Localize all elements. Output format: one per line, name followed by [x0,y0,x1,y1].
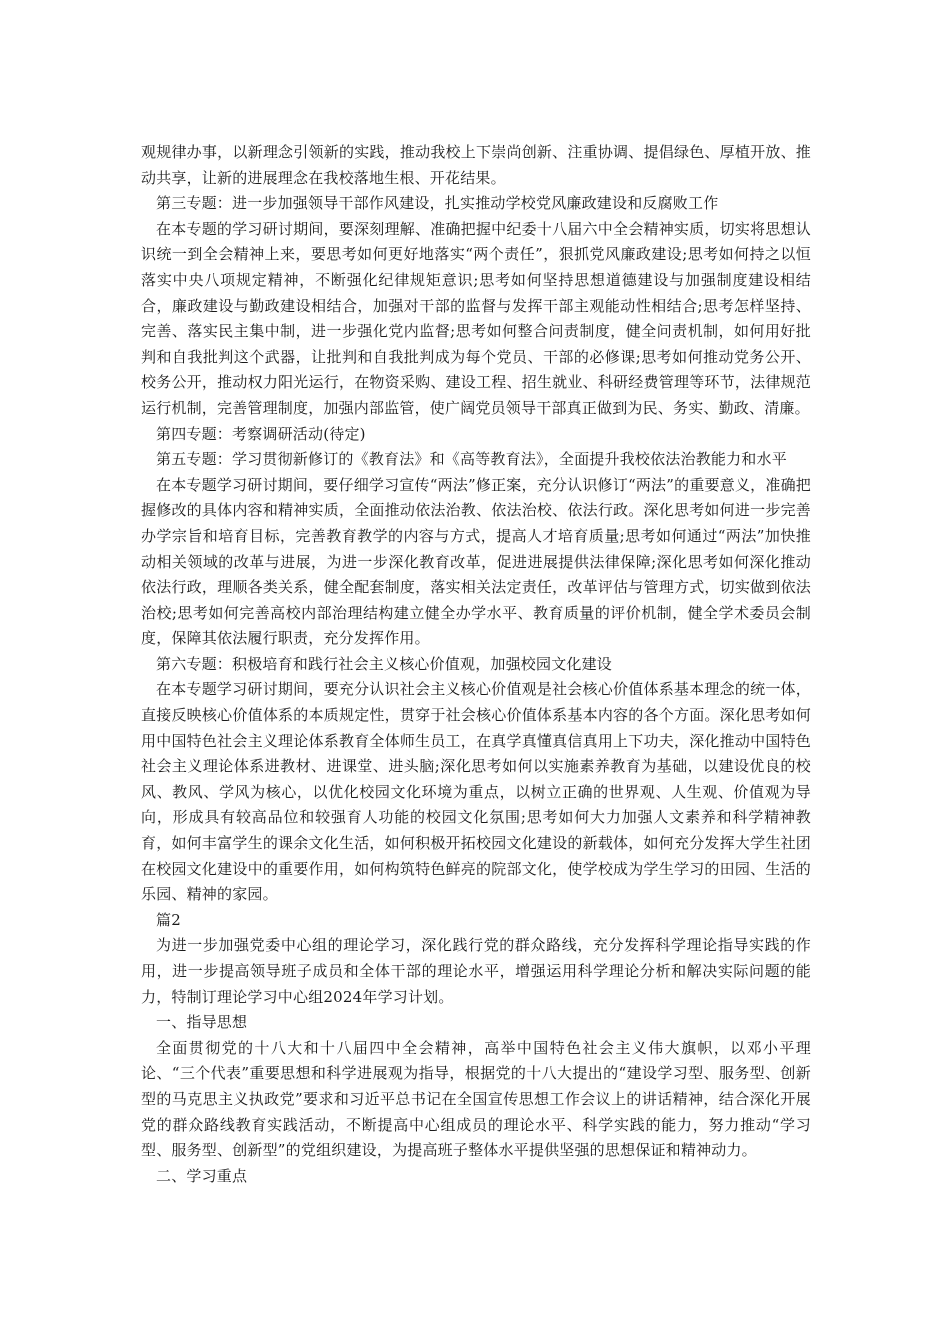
paragraph-topic-6-body: 在本专题学习研讨期间，要充分认识社会主义核心价值观是社会核心价值体系基本理念的统一体，直接反映核心价值体系的本质规定性，贯穿于社会核心价值体系基本内容的各个方面。深化思考如何用中国特色社会主义理论体系教育全体师生员工，在真学真懂真信真用上下功夫，深化推动中国特色社会主义理论体系进教材、进课堂、进头脑;深化思考如何以实施素养教育为基础，以建设优良的校风、教风、学风为核心，以优化校园文化环境为重点，以树立正确的世界观、人生观、价值观为导向，形成具有较高品位和较强育人功能的校园文化氛围;思考如何大力加强人文素养和科学精神教育，如何丰富学生的课余文化生活，如何积极开拓校园文化建设的新载体，如何充分发挥大学生社团在校园文化建设中的重要作用，如何构筑特色鲜亮的院部文化，使学校成为学生学习的田园、生活的乐园、精神的家园。 [141,680,811,904]
section-label-part-2: 篇2 [156,910,181,929]
paragraph-topic-3-body: 在本专题的学习研讨期间，要深刻理解、准确把握中纪委十八届六中全会精神实质，切实将思想认识统一到全会精神上来，要思考如何更好地落实“两个责任”，狠抓党风廉政建设;思考如何持之以恒落实中央八项规定精神，不断强化纪律规矩意识;思考如何坚持思想道德建设与加强制度建设相结合，廉政建设与勤政建设相结合，加强对干部的监督与发挥干部主观能动性相结合;思考怎样坚持、完善、落实民主集中制，进一步强化党内监督;思考如何整合问责制度，健全问责机制，如何用好批判和自我批判这个武器，让批判和自我批判成为每个党员、干部的必修课;思考如何推动党务公开、校务公开，推动权力阳光运行，在物资采购、建设工程、招生就业、科研经费管理等环节，法律规范运行机制，完善管理制度，加强内部监管，使广阔党员领导干部真正做到为民、务实、勤政、清廉。 [141,219,811,417]
heading-topic-6: 第六专题：积极培育和践行社会主义核心价值观，加强校园文化建设 [156,654,613,673]
paragraph-continuation: 观规律办事，以新理念引领新的实践，推动我校上下崇尚创新、注重协调、提倡绿色、厚植开放、推动共享，让新的进展理念在我校落地生根、开花结果。 [141,143,811,187]
paragraph-intro: 为进一步加强党委中心组的理论学习，深化践行党的群众路线，充分发挥科学理论指导实践的作用，进一步提高领导班子成员和全体干部的理论水平，增强运用科学理论分析和解决实际问题的能力，特制订理论学习中心组2024年学习计划。 [141,936,811,1006]
paragraph-guiding-ideology-body: 全面贯彻党的十八大和十八届四中全会精神，高举中国特色社会主义伟大旗帜，以邓小平理论、“三个代表”重要思想和科学进展观为指导，根据党的十八大提出的“建设学习型、服务型、创新型的马克思主义执政党”要求和习近平总书记在全国宣传思想工作会议上的讲话精神，结合深化开展党的群众路线教育实践活动，不断提高中心组成员的理论水平、科学实践的能力，努力推动“学习型、服务型、创新型”的党组织建设，为提高班子整体水平提供坚强的思想保证和精神动力。 [141,1038,811,1160]
heading-topic-3: 第三专题：进一步加强领导干部作风建设，扎实推动学校党风廉政建设和反腐败工作 [156,194,719,213]
heading-topic-5: 第五专题：学习贯彻新修订的《教育法》和《高等教育法》，全面提升我校依法治教能力和水平 [156,450,787,469]
paragraph-topic-5-body: 在本专题学习研讨期间，要仔细学习宣传“两法”修正案，充分认识修订“两法”的重要意义，准确把握修改的具体内容和精神实质，全面推动依法治教、依法治校、依法行政。深化思考如何进一步完善办学宗旨和培育目标，完善教育教学的内容与方式，提高人才培育质量;思考如何通过“两法”加快推动相关领域的改革与进展，为进一步深化教育改革，促进进展提供法律保障;深化思考如何深化推动依法行政，理顺各类关系，健全配套制度，落实相关法定责任，改革评估与管理方式，切实做到依法治校;思考如何完善高校内部治理结构建立健全办学水平、教育质量的评价机制，健全学术委员会制度，保障其依法履行职责，充分发挥作用。 [141,475,811,648]
heading-guiding-ideology: 一、指导思想 [156,1013,248,1032]
heading-topic-4: 第四专题：考察调研活动(待定) [156,424,366,443]
heading-study-focus: 二、学习重点 [156,1166,248,1185]
document-page [141,140,811,1189]
